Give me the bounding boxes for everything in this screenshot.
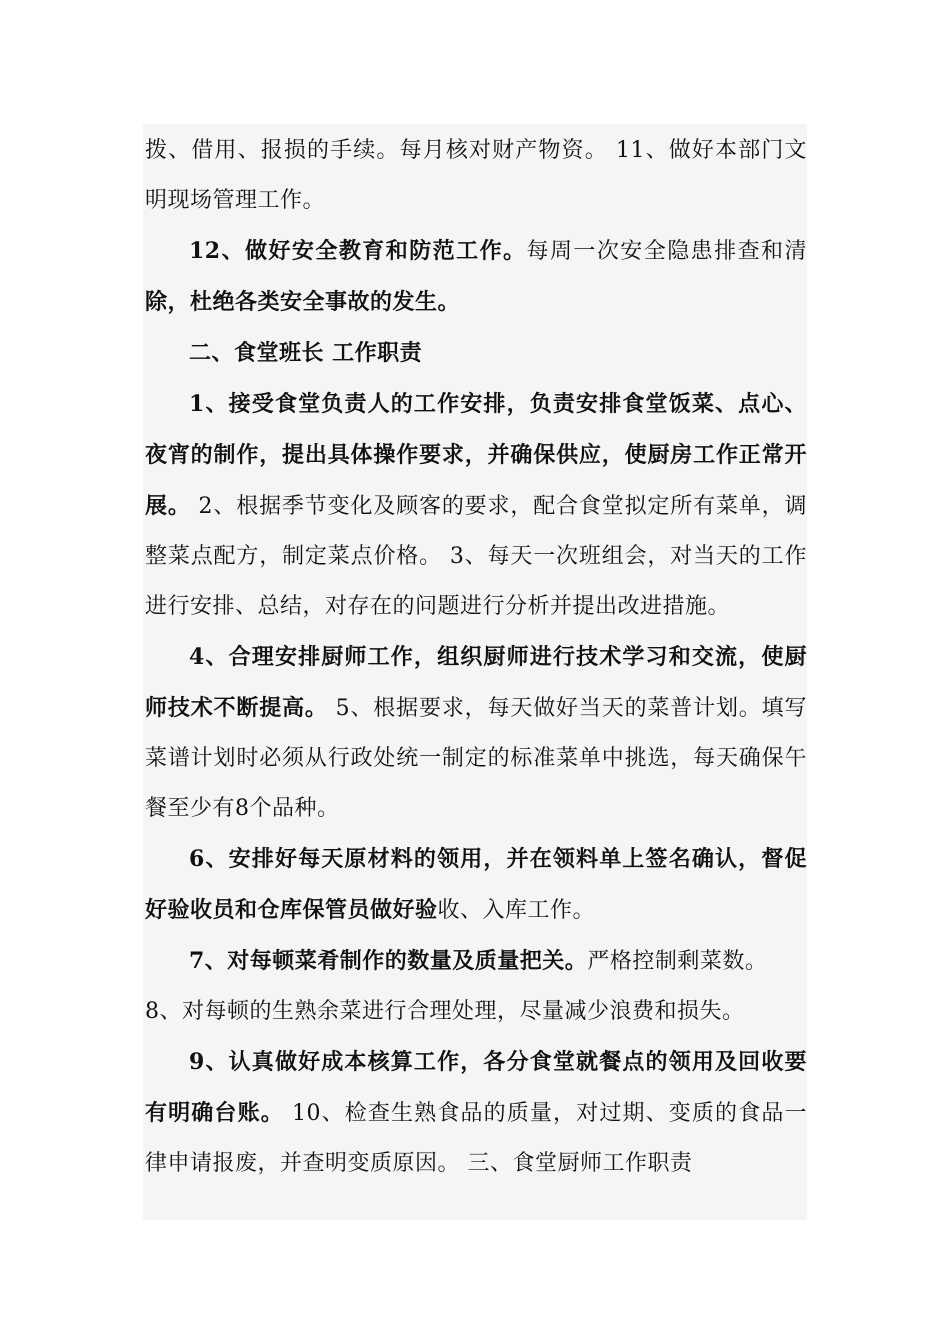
text-run: 拨、借用、报损的手续。每月核对财产物资。 11、做好本部门文明现场管理工作。	[145, 138, 807, 213]
text-run: 收、入库工作。	[437, 898, 596, 923]
text-run: 严格控制剩菜数。	[587, 949, 768, 974]
text-run: 4、合理安排厨师工作，组织厨师进行技术学习和交流，使厨师技术不断提高。	[145, 644, 807, 721]
text-run: 8、对每顿的生熟余菜进行合理处理，尽量减少浪费和损失。	[145, 999, 745, 1024]
text-run: 9、认真做好成本核算工作，各分食堂就餐点的领用及回收要有明确台账。	[145, 1049, 807, 1126]
text-run: 二、食堂班长 工作职责	[189, 340, 423, 366]
paragraph	[145, 936, 807, 987]
text-run: 6、安排好每天原材料的领用，并在领料单上签名确认，督促好验收员和仓库保管员做好验	[145, 846, 807, 923]
document-body	[145, 126, 807, 1189]
paragraph	[145, 987, 807, 1037]
text-run: 每周一次安全隐患排查和清	[526, 239, 807, 264]
text-run: 5、根据要求，每天做好当天的菜普计划。填写菜谱计划时必须从行政处统一制定的标准菜单中挑选，每天确保午餐至少有8个品种。	[145, 696, 807, 821]
text-run: 1、接受食堂负责人的工作安排，负责安排食堂饭菜、点心、夜宵的制作，提出具体操作要求，并确保供应，使厨房工作正常开展。	[145, 391, 807, 519]
text-run: 10、检查生熟食品的质量，对过期、变质的食品一律申请报废，并查明变质原因。 三、食堂厨师工作职责	[145, 1101, 807, 1176]
paragraph	[145, 632, 807, 834]
paragraph	[145, 126, 807, 226]
text-run: 7、对每顿菜肴制作的数量及质量把关。	[189, 948, 588, 974]
paragraph	[145, 379, 807, 632]
paragraph	[145, 226, 807, 328]
text-run: 2、根据季节变化及顾客的要求，配合食堂拟定所有菜单，调整菜点配方，制定菜点价格。 3、每天一次班组会，对当天的工作进行安排、总结，对存在的问题进行分析并提出改进措施。	[145, 494, 807, 619]
paragraph	[145, 834, 807, 936]
paragraph	[145, 1037, 807, 1189]
text-run: 除，杜绝各类安全事故的发生。	[145, 289, 461, 315]
section-heading	[145, 328, 807, 379]
text-run: 12、做好安全教育和防范工作。	[189, 238, 527, 264]
